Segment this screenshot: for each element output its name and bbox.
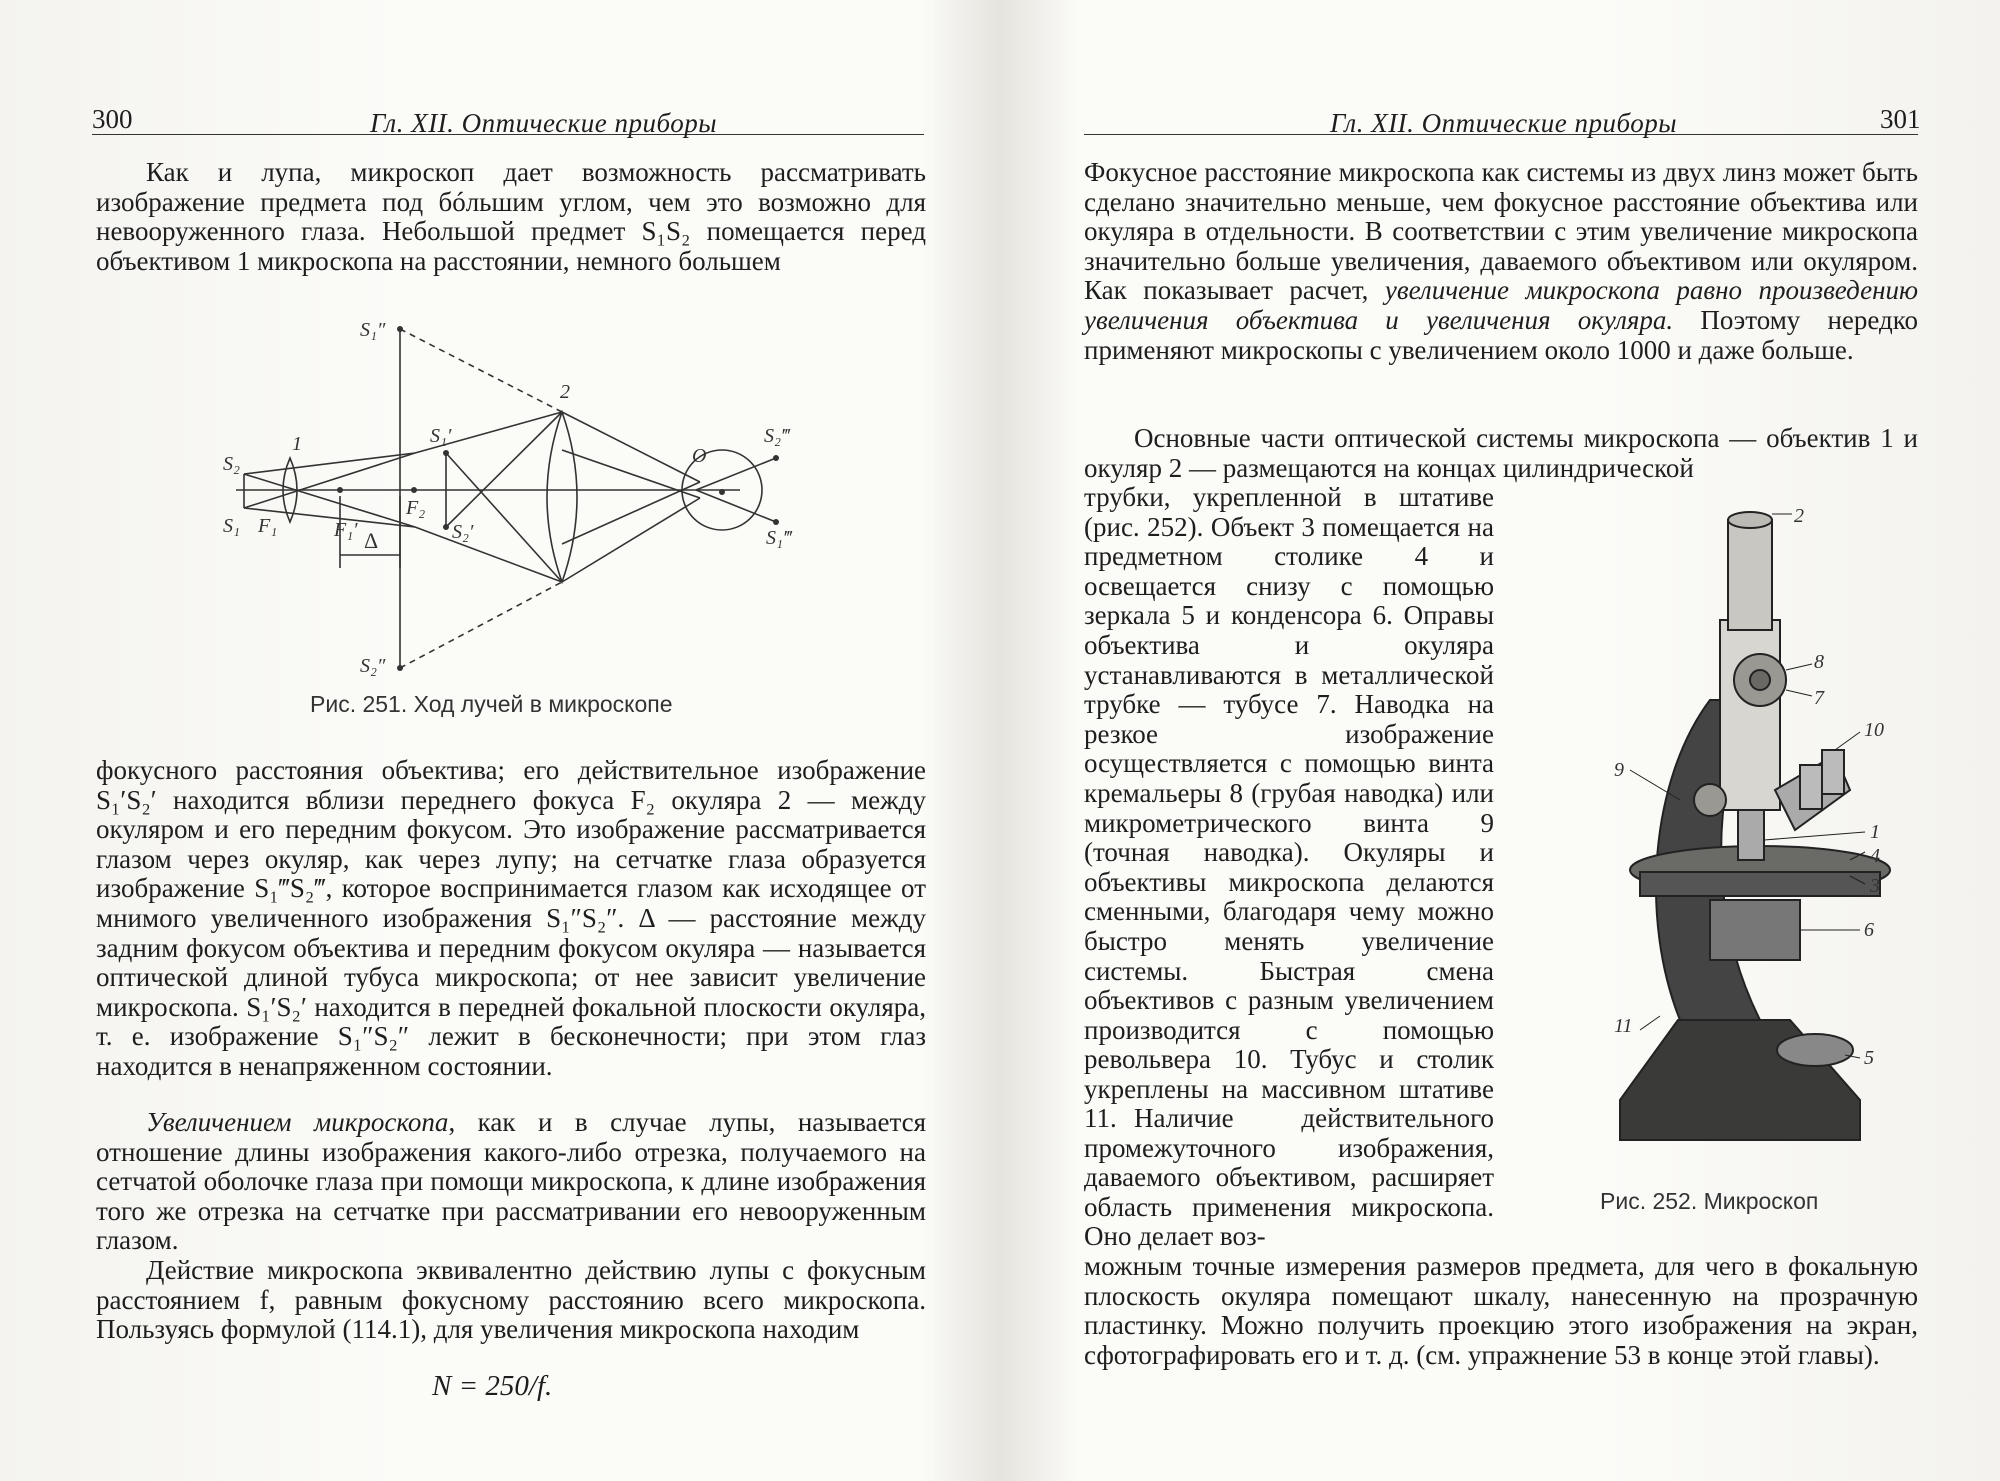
label-s2-triple-prime: S₂‴ (764, 425, 790, 447)
fig252-label-4: 10 (1864, 719, 1884, 741)
label-lens-1: 1 (292, 433, 302, 455)
label-s2-double-prime: S₂″ (360, 655, 386, 677)
fig252-label-5: 9 (1614, 759, 1624, 781)
fig252-label-11: 5 (1864, 1047, 1874, 1069)
fig252-label-6: 1 (1870, 821, 1880, 843)
label-f1-prime: F₁′ (334, 519, 358, 541)
paragraph-magnification (96, 1108, 926, 1256)
para1-italic-rule: увеличение микроскопа равно произведению увеличения объектива и увеличения окуляра. (1084, 275, 1918, 335)
paragraph-measurements: можным точные измерения размеров предмета, для чего в фокальную плоскость окуляра помещают шкалу, нанесенную на прозрачную пластинку. Можно получить проекцию этого изображения на экран, сфотографировать его и т. д. (см. упражнение 53 в конце этой главы). (1084, 1251, 1918, 1370)
label-f1: F₁ (258, 515, 278, 537)
page-number: 300 (92, 104, 133, 134)
label-s1-prime: S₁′ (430, 425, 452, 447)
paragraph-action: Действие микроскопа эквивалентно действию лупы с фокусным расстоянием f, равным фокусному расстоянию всего микроскопа. Пользуясь формулой (114.1), для увеличения микроскопа находим (96, 1255, 926, 1345)
para1-text-end: Поэтому нередко применяют микроскопы с увеличением около 1000 и даже больше. (1084, 304, 1918, 365)
running-head-title: Гл. XII. Оптические приборы (1330, 108, 1678, 138)
figure-251-caption: Рис. 251. Ход лучей в микроскопе (310, 691, 673, 717)
paragraph-real-image: Наличие действительного промежуточного изображения, даваемого объективом, расширяет область применения микроскопа. Оно делает воз- (1084, 1103, 1494, 1252)
fig252-label-9: 6 (1864, 919, 1874, 941)
fig252-label-3: 7 (1814, 687, 1824, 709)
paragraph-continuation: фокусного расстояния объектива; его действительное изображение S₁′S₂′ находится вблизи переднего фокуса F₂ окуляра 2 — между окуляром и его передним фокусом. Это изображение рассматривается глазом через окуляр, как через лупу; на сетчатке глаза образуется изображение S₁‴S₂‴, которое воспринимается глазом как исходящее от мнимого увеличенного изображения S₁″S₂″. Δ — расстояние между задним фокусом объектива и передним фокусом окуляра — называется оптической длиной тубуса микроскопа; от нее зависит увеличение микроскопа. S₁′S₂′ находится в передней фокальной плоскости окуляра, т. е. изображение S₁″S₂″ лежит в бесконечности; при этом глаз находится в ненапряженном состоянии. (96, 755, 926, 1081)
fig252-label-7: 4 (1870, 845, 1880, 867)
label-s2: S₂ (223, 453, 240, 475)
label-s1-double-prime: S₁″ (360, 319, 386, 341)
header-rule (92, 134, 924, 135)
figure-252-caption: Рис. 252. Микроскоп (1600, 1188, 1819, 1214)
fig252-label-2: 8 (1814, 651, 1824, 673)
label-s2-prime: S₂′ (452, 521, 474, 543)
formula-magnification: N = 250/f. (432, 1370, 553, 1402)
magnification-definition: , как и в случае лупы, называется отношение длины изображения какого-либо отрезка, получаемого на сетчатой оболочке глаза при помощи микроскопа, к длине изображения того же отрезка на сетчатке при рассматривании его невооруженным глазом. (96, 1107, 926, 1256)
fig252-label-1: 2 (1794, 505, 1804, 527)
para1-text: Фокусное расстояние микроскопа как системы из двух линз может быть сделано значительно меньше, чем фокусное расстояние объектива или окуляра в отдельности. В соответствии с этим увеличение микроскопа значительно больше увеличения, даваемого объективом или окуляром. Как показывает расчет, (1084, 157, 1918, 306)
paragraph-focal-length (1084, 158, 1918, 365)
label-delta: Δ (364, 528, 379, 553)
page-number: 301 (1880, 104, 1921, 134)
paragraph-parts-lead: Основные части оптической системы микроскопа — объектив 1 и окуляр 2 — размещаются на концах цилиндрической (1084, 423, 1918, 483)
header-rule (1084, 134, 1918, 135)
right-page (1000, 0, 2000, 1481)
paragraph-intro: Как и лупа, микроскоп дает возможность рассматривать изображение предмета под бóльшим углом, чем это возможно для невооруженного глаза. Небольшой предмет S₁S₂ помещается перед объективом 1 микроскопа на расстоянии, немного большем (96, 157, 926, 276)
label-lens-2: 2 (560, 381, 570, 403)
term-magnification: Увеличением микроскопа (146, 1107, 449, 1137)
label-s1: S₁ (223, 515, 240, 537)
label-s1-triple-prime: S₁‴ (766, 527, 792, 549)
fig252-label-8: 3 (1870, 875, 1880, 897)
figure-251-ray-diagram (220, 300, 820, 690)
label-f2: F₂ (406, 497, 426, 519)
paragraph-parts-wrapped: трубки, укрепленной в штативе (рис. 252). Объект 3 помещается на предметном столике 4 и освещается снизу с помощью зеркала 5 и конденсора 6. Оправы объектива и окуляра устанавливаются в металлической трубке — тубусе 7. Наводка на резкое изображение осуществляется с помощью винта кремальеры 8 (грубая наводка) или микрометрического винта 9 (точная наводка). Окуляры и объективы микроскопа делаются сменными, благодаря чему можно быстро менять увеличение системы. Быстрая смена объективов с разным увеличением производится с помощью револьвера 10. Тубус и столик укреплены на массивном штативе 11. (1084, 482, 1494, 1134)
fig252-label-10: 11 (1614, 1015, 1633, 1037)
label-eye-o: O (692, 445, 707, 467)
figure-252-microscope (1560, 500, 1940, 1160)
running-head-title: Гл. XII. Оптические приборы (370, 108, 718, 138)
